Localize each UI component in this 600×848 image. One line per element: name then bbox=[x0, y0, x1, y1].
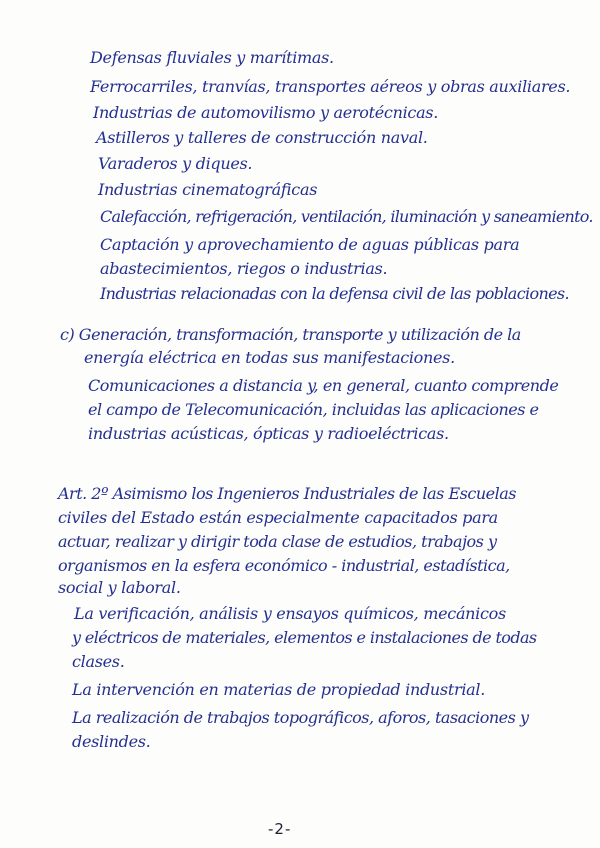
article-2-line: La intervención en materias de propiedad industrial. bbox=[72, 680, 485, 699]
article-2-line: La verificación, análisis y ensayos químicos, mecánicos bbox=[74, 604, 506, 623]
list-line: Calefacción, refrigeración, ventilación, iluminación y saneamiento. bbox=[100, 207, 593, 226]
section-c-line: Comunicaciones a distancia y, en general, cuanto comprende bbox=[88, 376, 559, 395]
article-2-line: social y laboral. bbox=[58, 578, 181, 597]
article-2-line: Art. 2º Asimismo los Ingenieros Industriales de las Escuelas bbox=[58, 484, 516, 503]
list-line: Industrias de automovilismo y aerotécnicas. bbox=[93, 103, 439, 122]
section-c-line: industrias acústicas, ópticas y radioeléctricas. bbox=[88, 424, 449, 443]
article-2-line: deslindes. bbox=[72, 732, 151, 751]
article-2-line: organismos en la esfera económico - industrial, estadística, bbox=[58, 556, 510, 575]
list-line: Captación y aprovechamiento de aguas públicas para bbox=[100, 235, 520, 254]
article-2-line: y eléctricos de materiales, elementos e instalaciones de todas bbox=[72, 628, 537, 647]
list-line: Industrias cinematográficas bbox=[98, 180, 318, 199]
page-number: -2- bbox=[268, 820, 292, 838]
article-2-line: civiles del Estado están especialmente capacitados para bbox=[58, 508, 498, 527]
list-line: Astilleros y talleres de construcción naval. bbox=[96, 128, 428, 147]
list-line: Defensas fluviales y marítimas. bbox=[90, 48, 334, 67]
list-line: abastecimientos, riegos o industrias. bbox=[100, 259, 388, 278]
article-2-line: La realización de trabajos topográficos, aforos, tasaciones y bbox=[72, 708, 529, 727]
section-c-line: energía eléctrica en todas sus manifestaciones. bbox=[84, 348, 455, 367]
article-2-line: actuar, realizar y dirigir toda clase de estudios, trabajos y bbox=[58, 532, 497, 551]
list-line: Industrias relacionadas con la defensa civil de las poblaciones. bbox=[100, 284, 569, 303]
article-2-line: clases. bbox=[72, 652, 125, 671]
list-line: Varaderos y diques. bbox=[98, 154, 253, 173]
section-c-line: el campo de Telecomunicación, incluidas las aplicaciones e bbox=[88, 400, 539, 419]
section-c-line: c) Generación, transformación, transporte y utilización de la bbox=[60, 325, 521, 344]
list-line: Ferrocarriles, tranvías, transportes aéreos y obras auxiliares. bbox=[90, 77, 571, 96]
